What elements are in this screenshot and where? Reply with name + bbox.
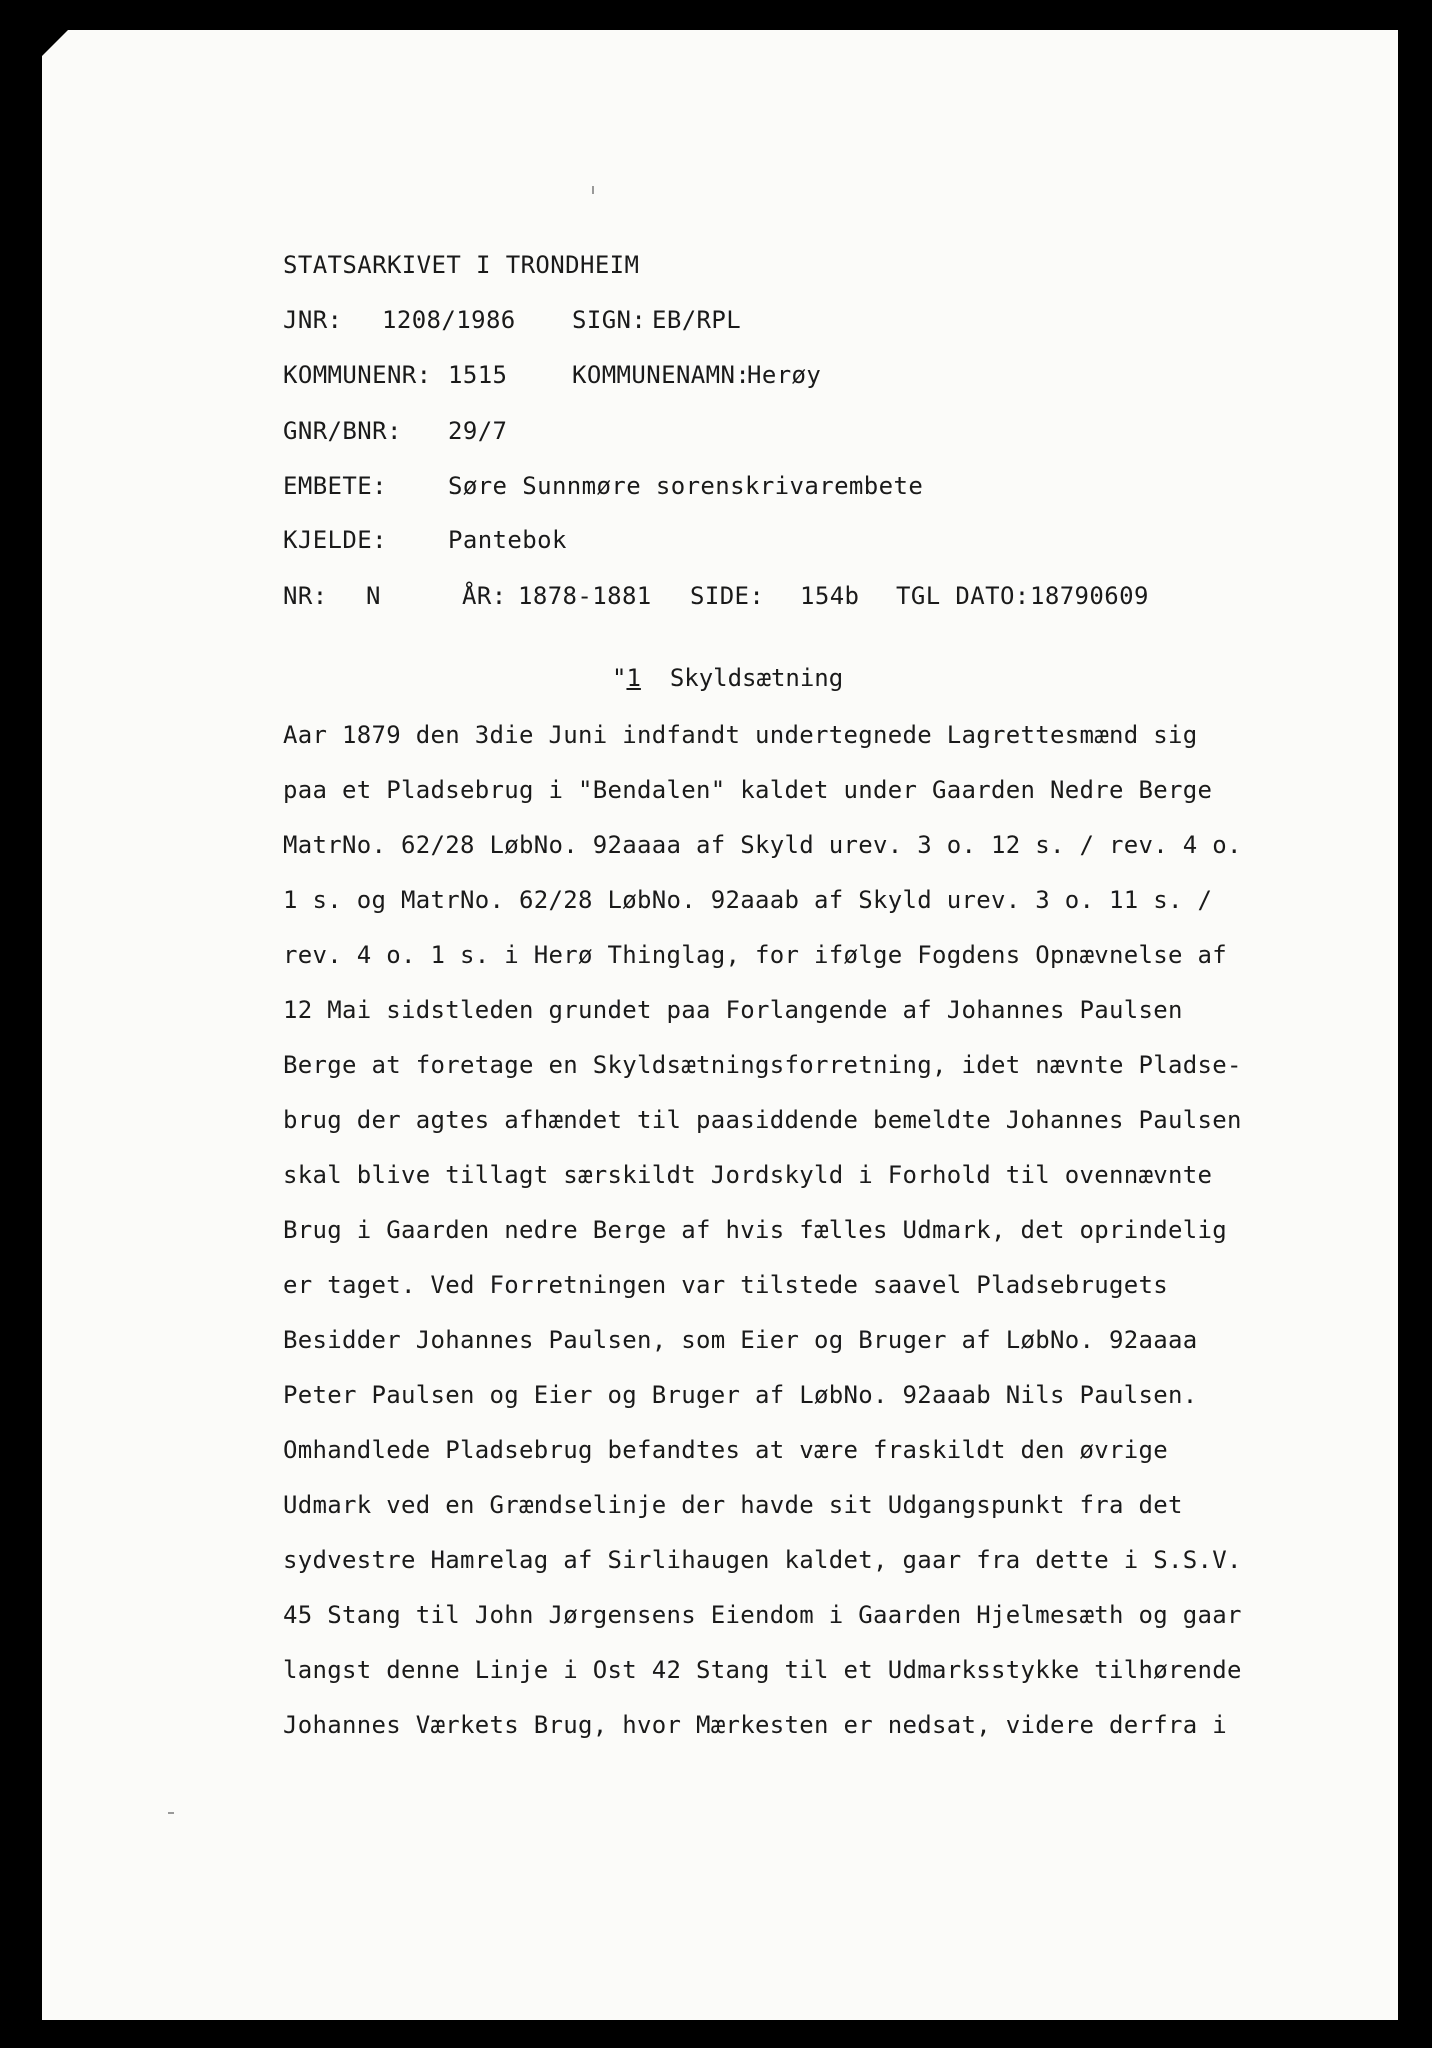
body-line: 12 Mai sidstleden grundet paa Forlangende af Johannes Paulsen [283,996,1183,1024]
embete-label: EMBETE: [283,472,387,500]
jnr-label: JNR: [283,306,343,334]
embete-value: Søre Sunnmøre sorenskrivarembete [448,472,924,500]
body-line: sydvestre Hamrelag af Sirlihaugen kaldet, gaar fra dette i S.S.V. [283,1546,1242,1574]
body-line: Besidder Johannes Paulsen, som Eier og Bruger af LøbNo. 92aaaa [283,1326,1198,1354]
body-line: Berge at foretage en Skyldsætningsforretning, idet nævnte Pladse- [283,1051,1242,1079]
body-line: er taget. Ved Forretningen var tilstede saavel Pladsebrugets [283,1271,1168,1299]
archive-name: STATSARKIVET I TRONDHEIM [283,251,640,279]
sign-label: SIGN: [572,306,647,334]
title-quote: " [612,664,627,692]
jnr-value: 1208/1986 [382,306,516,334]
body-line: Udmark ved en Grændselinje der havde sit Udgangspunkt fra det [283,1491,1183,1519]
body-line: skal blive tillagt særskildt Jordskyld i Forhold til ovennævnte [283,1161,1213,1189]
gnrbnr-label: GNR/BNR: [283,417,402,445]
document-title [612,666,843,690]
body-line: MatrNo. 62/28 LøbNo. 92aaaa af Skyld urev. 3 o. 12 s. / rev. 4 o. [283,831,1242,859]
ar-label: ÅR: [462,582,507,610]
kommunenr-value: 1515 [448,361,508,389]
kommunenamn-value: Herøy [747,361,822,389]
title-text: Skyldsætning [669,664,844,692]
kjelde-value: Pantebok [448,526,567,554]
body-line: rev. 4 o. 1 s. i Herø Thinglag, for ifølge Fogdens Opnævnelse af [283,941,1227,969]
body-line: Aar 1879 den 3die Juni indfandt undertegnede Lagrettesmænd sig [283,721,1198,749]
title-number: 1 [626,664,641,692]
sign-value: EB/RPL [652,306,742,334]
body-line: Brug i Gaarden nedre Berge af hvis fælles Udmark, det oprindelig [283,1216,1227,1244]
body-line: Omhandlede Pladsebrug befandtes at være fraskildt den øvrige [283,1436,1168,1464]
ar-value: 1878-1881 [518,582,652,610]
body-line: 1 s. og MatrNo. 62/28 LøbNo. 92aaab af Skyld urev. 3 o. 11 s. / [283,886,1213,914]
nr-value: N [366,582,381,610]
paper-speck [168,1812,174,1814]
kjelde-label: KJELDE: [283,526,387,554]
kommunenr-label: KOMMUNENR: [283,361,432,389]
body-line: Peter Paulsen og Eier og Bruger af LøbNo. 92aaab Nils Paulsen. [283,1381,1198,1409]
body-line: langst denne Linje i Ost 42 Stang til et Udmarksstykke tilhørende [283,1656,1242,1684]
nr-label: NR: [283,582,328,610]
body-line: Johannes Værkets Brug, hvor Mærkesten er nedsat, videre derfra i [283,1711,1227,1739]
tgl-value: 18790609 [1030,582,1149,610]
body-line: paa et Pladsebrug i "Bendalen" kaldet under Gaarden Nedre Berge [283,776,1213,804]
side-label: SIDE: [690,582,765,610]
paper-speck [592,186,594,194]
side-value: 154b [800,582,860,610]
kommunenamn-label: KOMMUNENAMN: [572,361,751,389]
gnrbnr-value: 29/7 [448,417,508,445]
body-line: brug der agtes afhændet til paasiddende bemeldte Johannes Paulsen [283,1106,1242,1134]
body-line: 45 Stang til John Jørgensens Eiendom i Gaarden Hjelmesæth og gaar [283,1601,1242,1629]
tgl-label: TGL DATO: [896,582,1030,610]
